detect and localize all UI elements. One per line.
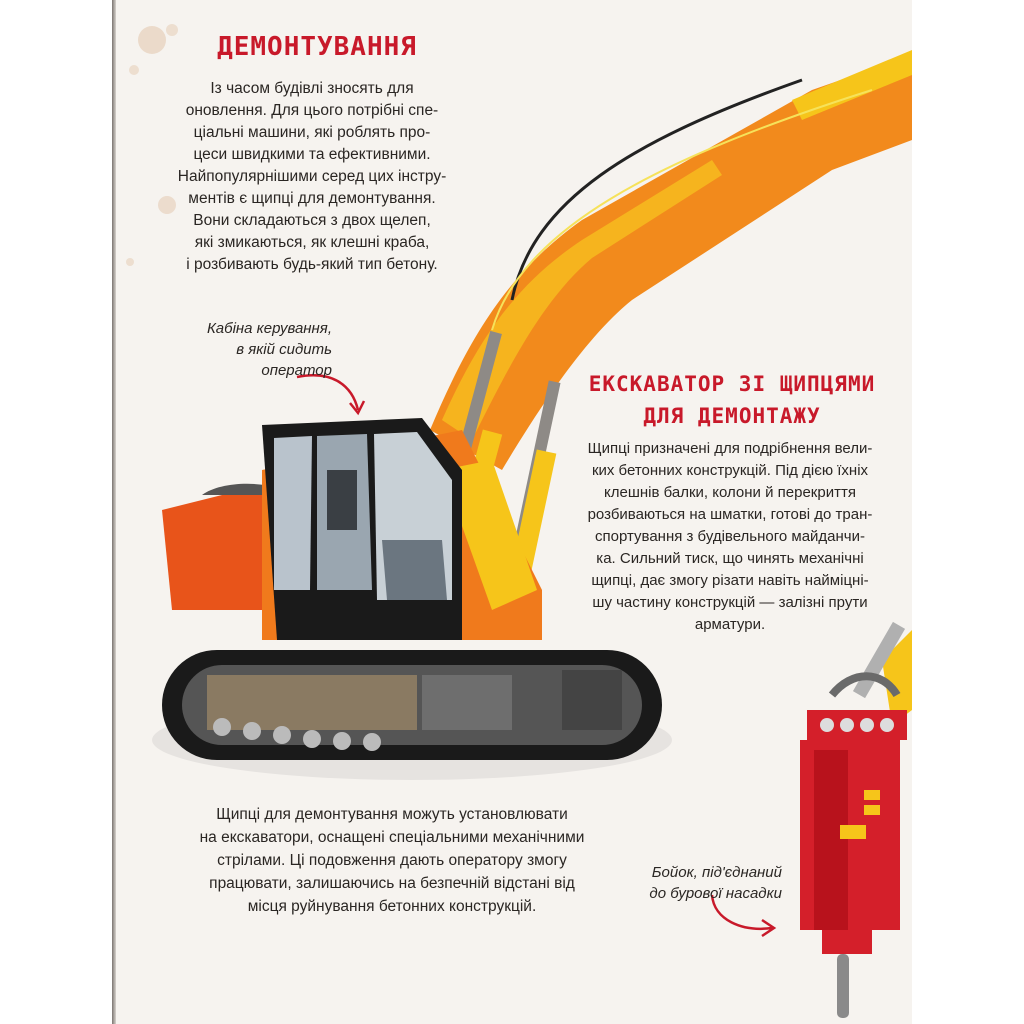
demolition-line: ціальні машини, які роблять про-: [193, 124, 431, 141]
caption-line: Бойок, під'єднаний: [651, 864, 782, 881]
demolition-line: які змикаються, як клешні краба,: [194, 234, 430, 251]
caption-hammer: [592, 862, 782, 904]
caption-line: до бурової насадки: [649, 885, 782, 902]
demolition-line: і розбивають будь-який тип бетону.: [186, 256, 438, 273]
demolition-paragraph: [142, 78, 482, 276]
excavator-line: розбиваються на шматки, готові до тран-: [587, 506, 873, 523]
bottom-line: працювати, залишаючись на безпечній відстані від: [209, 875, 575, 892]
demolition-line: Із часом будівлі зносять для: [210, 80, 414, 97]
section-title-demolition: ДЕМОНТУВАННЯ: [217, 32, 417, 62]
excavator-line: шу частину конструкцій — залізні прути: [592, 594, 868, 611]
section-title-excavator: [572, 368, 892, 432]
caption-line: оператор: [261, 362, 332, 379]
bottom-line: на екскаватори, оснащені спеціальними механічними: [199, 829, 585, 846]
demolition-line: оновлення. Для цього потрібні спе-: [185, 102, 439, 119]
hydraulic-hammer-illustration: [762, 600, 912, 1024]
excavator-line: Щипці призначені для подрібнення вели-: [587, 440, 873, 457]
title-line: ДЛЯ ДЕМОНТАЖУ: [643, 404, 821, 428]
book-page: [112, 0, 912, 1024]
demolition-line: Найпопулярнішими серед цих інстру-: [177, 168, 447, 185]
page-edge: [112, 0, 116, 1024]
caption-line: в якій сидить: [236, 341, 332, 358]
bottom-line: стрілами. Ці подовження дають оператору змогу: [217, 852, 567, 869]
excavator-line: ких бетонних конструкцій. Під дією їхніх: [591, 462, 869, 479]
left-background: [0, 0, 112, 1024]
excavator-line: спортування з будівельного майданчи-: [595, 528, 865, 545]
caption-cabin: [132, 318, 332, 381]
demolition-line: цеси швидкими та ефективними.: [193, 146, 431, 163]
excavator-line: арматури.: [694, 616, 766, 633]
excavator-line: клешнів балки, колони й перекриття: [604, 484, 856, 501]
bottom-line: Щипці для демонтування можуть установлювати: [216, 806, 568, 823]
excavator-line: щипці, дає змогу різати навіть наймiцні-: [591, 572, 869, 589]
title-line: ЕКСКАВАТОР ЗІ ЩИПЦЯМИ: [588, 372, 876, 396]
caption-line: Кабіна керування,: [206, 320, 332, 337]
right-background: [912, 0, 1024, 1024]
bottom-line: місця руйнування бетонних конструкцій.: [247, 898, 537, 915]
demolition-line: ментів є щипці для демонтування.: [188, 190, 436, 207]
excavator-paragraph: [560, 438, 900, 636]
demolition-line: Вони складаються з двох щелеп,: [193, 212, 431, 229]
excavator-line: ка. Сильний тиск, що чинять механічні: [596, 550, 864, 567]
bottom-paragraph: [172, 803, 612, 918]
